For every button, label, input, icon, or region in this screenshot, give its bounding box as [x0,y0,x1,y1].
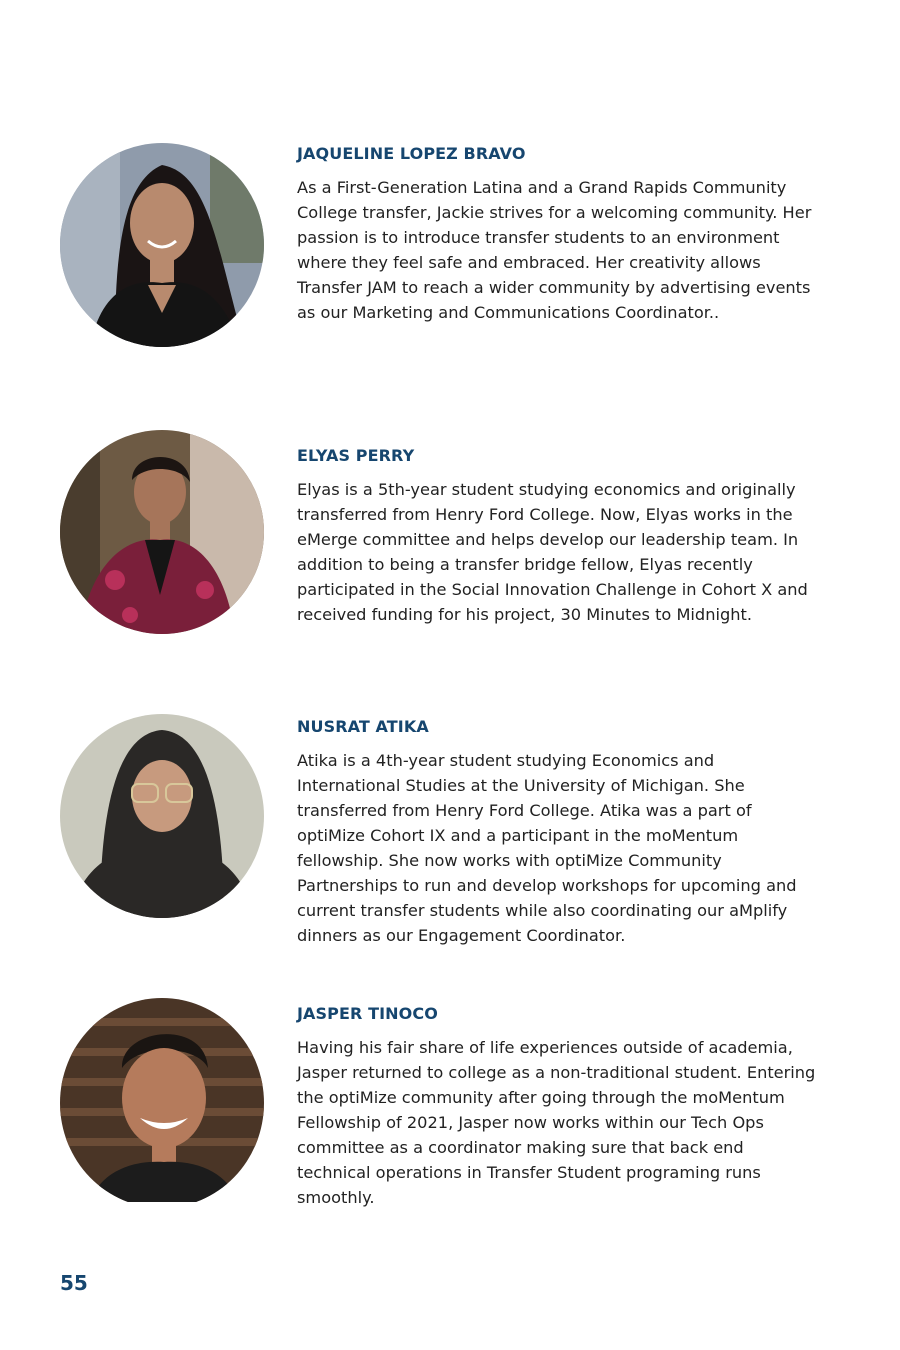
page-number: 55 [60,1271,88,1295]
profile-bio [297,1003,822,1210]
profile-name: ELYAS PERRY [297,446,415,465]
portrait-image [60,714,264,918]
profile-name: NUSRAT ATIKA [297,717,429,736]
profile-name: JAQUELINE LOPEZ BRAVO [297,144,526,163]
portrait-image [60,143,264,347]
profile-photo [60,714,264,918]
profile-card [60,430,840,634]
profile-description: Having his fair share of life experiences outside of academia, Jasper returned to college as a non-traditional student. Entering the optiMize community after going through the moMentum Fellowship of 2021, Jasper now works within our Tech Ops committee as a coordinator making sure that back end technical operations in Transfer Student programing runs smoothly. [297,1038,816,1207]
profile-photo [60,430,264,634]
profile-description: Elyas is a 5th-year student studying economics and originally transferred from Henry Ford College. Now, Elyas works in the eMerge committee and helps develop our leadership team. In addition to being a transfer bridge fellow, Elyas recently participated in the Social Innovation Challenge in Cohort X and received funding for his project, 30 Minutes to Midnight. [297,480,808,624]
profile-card [60,143,840,347]
profile-card [60,714,840,945]
portrait-image [60,430,264,634]
profile-description: Atika is a 4th-year student studying Economics and International Studies at the University of Michigan. She transferred from Henry Ford College. Atika was a part of optiMize Cohort IX and a participant in the moMentum fellowship. She now works with optiMize Community Partnerships to run and develop workshops for upcoming and current transfer students while also coordinating our aMplify dinners as our Engagement Coordinator. [297,751,797,945]
profile-card [60,998,840,1208]
profile-photo [60,143,264,347]
portrait-image [60,998,264,1202]
profile-bio [297,143,822,325]
profile-name: JASPER TINOCO [297,1004,438,1023]
profile-bio [297,716,822,948]
profile-photo [60,998,264,1208]
profile-description: As a First-Generation Latina and a Grand Rapids Community College transfer, Jackie strives for a welcoming community. Her passion is to introduce transfer students to an environment where they feel safe and embraced. Her creativity allows Transfer JAM to reach a wider community by advertising events as our Marketing and Communications Coordinator.. [297,178,812,322]
profile-bio [297,445,822,627]
